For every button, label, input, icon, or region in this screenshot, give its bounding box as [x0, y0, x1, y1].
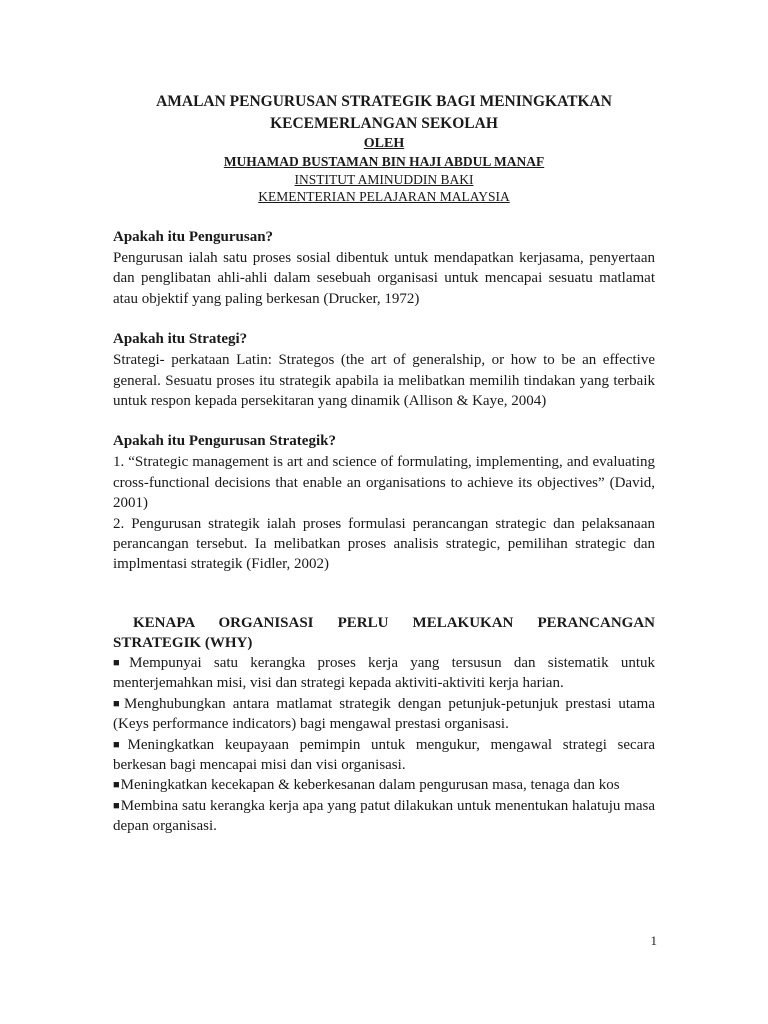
- list-item: [113, 796, 655, 837]
- section-body: Pengurusan ialah satu proses sosial dibentuk untuk mendapatkan kerjasama, penyertaan dan penglibatan ahli-ahli dalam sesebuah organisasi untuk mencapai sesuatu matlamat atau objektif yang paling berkesan (Drucker, 1972): [113, 250, 655, 307]
- list-item: [113, 775, 655, 795]
- section-body: Strategi- perkataan Latin: Strategos (the art of generalship, or how to be an effective general. Sesuatu proses itu strategik apabila ia melibatkan memilih tindakan yang terbaik untuk respon kepada persekitaran yang dinamik (Allison & Kaye, 2004): [113, 352, 655, 410]
- page-number: 1: [650, 933, 657, 948]
- document-header: [113, 91, 655, 205]
- section-pengurusan-strategik: [113, 431, 655, 574]
- square-bullet-icon: ■: [113, 799, 120, 812]
- list-item: [113, 694, 655, 735]
- section-why: [113, 613, 655, 837]
- square-bullet-icon: ■: [113, 656, 129, 669]
- square-bullet-icon: ■: [113, 779, 120, 792]
- list-item-text: Membina satu kerangka kerja apa yang patut dilakukan untuk menentukan halatuju masa depan organisasi.: [113, 797, 655, 835]
- author-name: MUHAMAD BUSTAMAN BIN HAJI ABDUL MANAF: [223, 154, 545, 169]
- why-bullet-list: [113, 653, 655, 837]
- section-heading: Apakah itu Pengurusan?: [113, 229, 274, 245]
- institute-name: INSTITUT AMINUDDIN BAKI: [294, 172, 474, 187]
- section-heading: Apakah itu Strategi?: [113, 331, 248, 348]
- document-title-line-2: KECEMERLANGAN SEKOLAH: [270, 115, 498, 132]
- section-pengurusan: [113, 227, 655, 309]
- by-label: OLEH: [363, 136, 405, 151]
- list-item-text: Meningkatkan kecekapan & keberkesanan dalam pengurusan masa, tenaga dan kos: [120, 777, 620, 794]
- list-item: [113, 735, 655, 776]
- list-item-text: Meningkatkan keupayaan pemimpin untuk mengukur, mengawal strategi secara berkesan bagi mencapai misi dan visi organisasi.: [113, 736, 655, 773]
- list-item-text: Menghubungkan antara matlamat strategik dengan petunjuk-petunjuk prestasi utama (Keys performance indicators) bagi mengawal prestasi organisasi.: [113, 695, 655, 733]
- page-content: [113, 91, 655, 837]
- list-item-text: Mempunyai satu kerangka proses kerja yang tersusun dan sistematik untuk menterjemahkan misi, visi dan strategi kepada aktiviti-aktiviti kerja harian.: [113, 654, 655, 692]
- definition-point-1: 1. “Strategic management is art and science of formulating, implementing, and evaluating cross-functional decisions that enable an organisations to achieve its objectives” (David, 2001): [113, 454, 655, 512]
- ministry-name: KEMENTERIAN PELAJARAN MALAYSIA: [258, 189, 510, 204]
- list-item: [113, 653, 655, 694]
- why-heading: KENAPA ORGANISASI PERLU MELAKUKAN PERANCANGAN STRATEGIK (WHY): [113, 614, 655, 651]
- section-heading: Apakah itu Pengurusan Strategik?: [113, 433, 336, 450]
- section-strategi: [113, 329, 655, 411]
- square-bullet-icon: ■: [113, 697, 123, 710]
- document-title-line-1: AMALAN PENGURUSAN STRATEGIK BAGI MENINGKATKAN: [156, 93, 612, 110]
- square-bullet-icon: ■: [113, 738, 127, 751]
- definition-point-2: 2. Pengurusan strategik ialah proses formulasi perancangan strategic dan pelaksanaan perancangan tersebut. Ia melibatkan proses analisis strategic, pemilihan strategic dan implmentasi strategik (Fidler, 2002): [113, 515, 655, 573]
